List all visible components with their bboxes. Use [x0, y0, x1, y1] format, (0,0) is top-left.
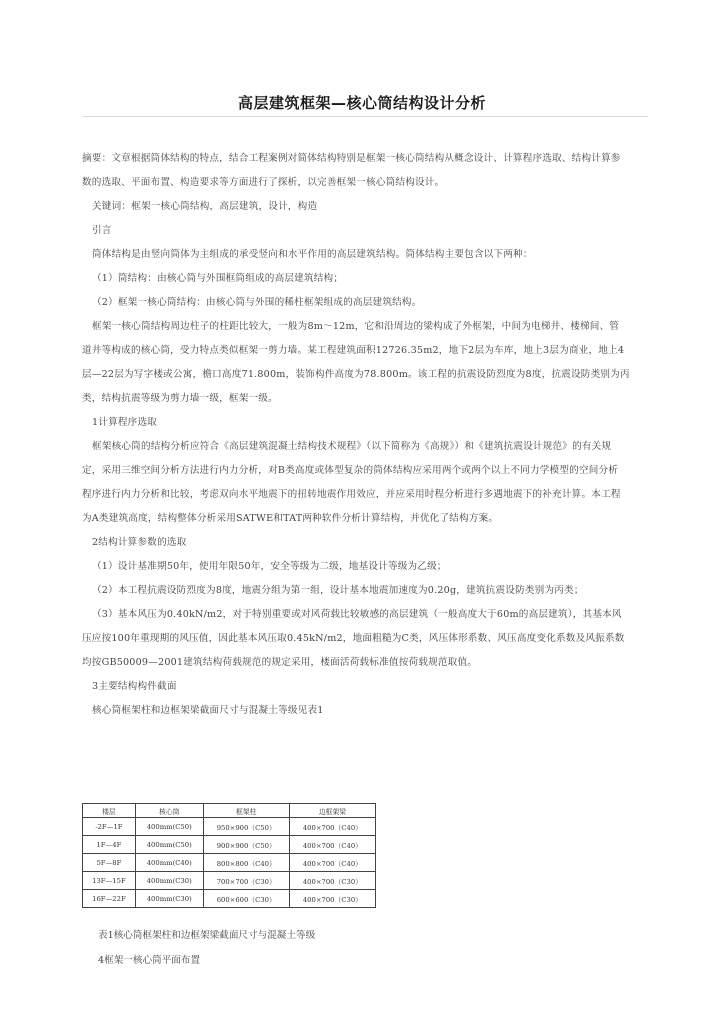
table-cell: 13F—15F: [83, 872, 136, 890]
text-line: 摘要：文章根据筒体结构的特点，结合工程案例对简体结构特别是框架一核心筒结构从概念设计、计算程序选取、结构计算参: [82, 153, 621, 164]
text-line: （2）框架一核心筒结构：由核心筒与外围的稀柱框架组成的高层建筑结构。: [92, 297, 422, 308]
text-line: 3主要结构构件截面: [92, 681, 177, 692]
table-cell: 16F—22F: [83, 890, 136, 908]
text-line: 压应按100年重现期的风压值，因此基本风压取0.45kN/m2，地面粗糙为C类，风压体形系数、风压高度变化系数及风振系数: [82, 633, 625, 644]
text-line: 类，结构抗震等级为剪力墙一级，框架一级。: [82, 393, 278, 404]
text-line: （2）本工程抗震设防烈度为8度，地震分组为第一组，设计基本地震加速度为0.20g，建筑抗震设防类别为丙类；: [92, 585, 584, 596]
table-cell: -2F—1F: [83, 818, 136, 836]
table-row: [83, 872, 376, 890]
table-cell: 400×700（C40）: [289, 854, 375, 872]
table-cell: 400×700（C40）: [289, 818, 375, 836]
table-header-cell: 框架柱: [203, 804, 289, 818]
text-line: 筒体结构是由竖向筒体为主组成的承受竖向和水平作用的高层建筑结构。筒体结构主要包含以下两种：: [92, 249, 533, 260]
text-line: （3）基本风压为0.40kN/m2，对于特别重要或对风荷载比较敏感的高层建筑（一般高度大于60m的高层建筑），其基本风: [92, 609, 622, 620]
text-line: （1）设计基准期50年，使用年限50年，安全等级为二级，地基设计等级为乙级；: [92, 561, 447, 572]
text-line: 数的选取、平面布置、构造要求等方面进行了探析，以完善框架一核心筒结构设计。: [82, 177, 445, 188]
text-line: 定，采用三维空间分析方法进行内力分析，对B类高度或体型复杂的筒体结构应采用两个或两个以上不同力学模型的空间分析: [82, 465, 619, 476]
text-line: 框架核心筒的结构分析应符合《高层建筑混凝土结构技术规程》（以下简称为《高规》）和《建筑抗震设计规范》的有关规: [92, 441, 612, 452]
text-line: 1计算程序选取: [92, 417, 158, 428]
table-cell: 700×700（C30）: [203, 872, 289, 890]
text-line: 关键词：框架一核心筒结构，高层建筑，设计，构造: [92, 201, 318, 212]
table-caption: 表1核心筒框架柱和边框架梁截面尺寸与混凝土等级: [98, 930, 316, 941]
table-row: [83, 836, 376, 854]
text-line: 程序进行内力分析和比较，考虑双向水平地震下的扭转地震作用效应，并应采用时程分析进行多遇地震下的补充计算。本工程: [82, 489, 621, 500]
table-cell: 1F—4F: [83, 836, 136, 854]
text-line: 层—22层为写字楼或公寓，檐口高度71.800m，装饰构件高度为78.800m。该工程的抗震设防烈度为8度，抗震设防类别为丙: [82, 369, 630, 380]
table-header-row: [83, 804, 376, 818]
text-line: 引言: [92, 225, 112, 236]
table-cell: 600×600（C30）: [203, 890, 289, 908]
text-line: 框架一核心筒结构周边柱子的柱距比较大，一般为8m～12m，它和沿周边的梁构成了外框架，中间为电梯井、楼梯间、管: [92, 321, 620, 332]
table-row: [83, 890, 376, 908]
table-cell: 400mm(C30): [135, 872, 203, 890]
table-cell: 400mm(C40): [135, 854, 203, 872]
text-line: 均按GB50009—2001建筑结构荷载规范的规定采用，楼面活荷载标准值按荷载规范取值。: [82, 657, 478, 668]
table-cell: 400mm(C50): [135, 818, 203, 836]
table-cell: 400mm(C50): [135, 836, 203, 854]
table-cell: 400mm(C30): [135, 890, 203, 908]
table-row: [83, 818, 376, 836]
section-size-table: [82, 803, 376, 908]
text-line: 为A类建筑高度，结构整体分析采用SATWE和TAT两种软件分析计算结构，并优化了结构方案。: [82, 513, 499, 524]
table-header-cell: 楼层: [83, 804, 136, 818]
text-line: 道井等构成的核心筒，受力特点类似框架一剪力墙。某工程建筑面积12726.35m2，地下2层为车库，地上3层为商业，地上4: [82, 345, 625, 356]
table-cell: 5F—8F: [83, 854, 136, 872]
table-cell: 400×700（C30）: [289, 890, 375, 908]
text-line: 2结构计算参数的选取: [92, 537, 187, 548]
table-cell: 950×900（C50）: [203, 818, 289, 836]
table-cell: 800×800（C40）: [203, 854, 289, 872]
title-divider: [82, 116, 648, 117]
table-cell: 900×900（C50）: [203, 836, 289, 854]
table-cell: 400×700（C40）: [289, 836, 375, 854]
table-row: [83, 854, 376, 872]
table-cell: 400×700（C30）: [289, 872, 375, 890]
document-title: 高层建筑框架—核心筒结构设计分析: [237, 94, 486, 112]
text-line: （1）筒结构：由核心筒与外围框筒组成的高层建筑结构；: [92, 273, 344, 284]
table-header-cell: 边框架梁: [289, 804, 375, 818]
text-line: 核心筒框架柱和边框架梁截面尺寸与混凝土等级见表1: [92, 705, 324, 716]
section-heading: 4框架一核心筒平面布置: [98, 955, 201, 966]
table-header-cell: 核心筒: [135, 804, 203, 818]
